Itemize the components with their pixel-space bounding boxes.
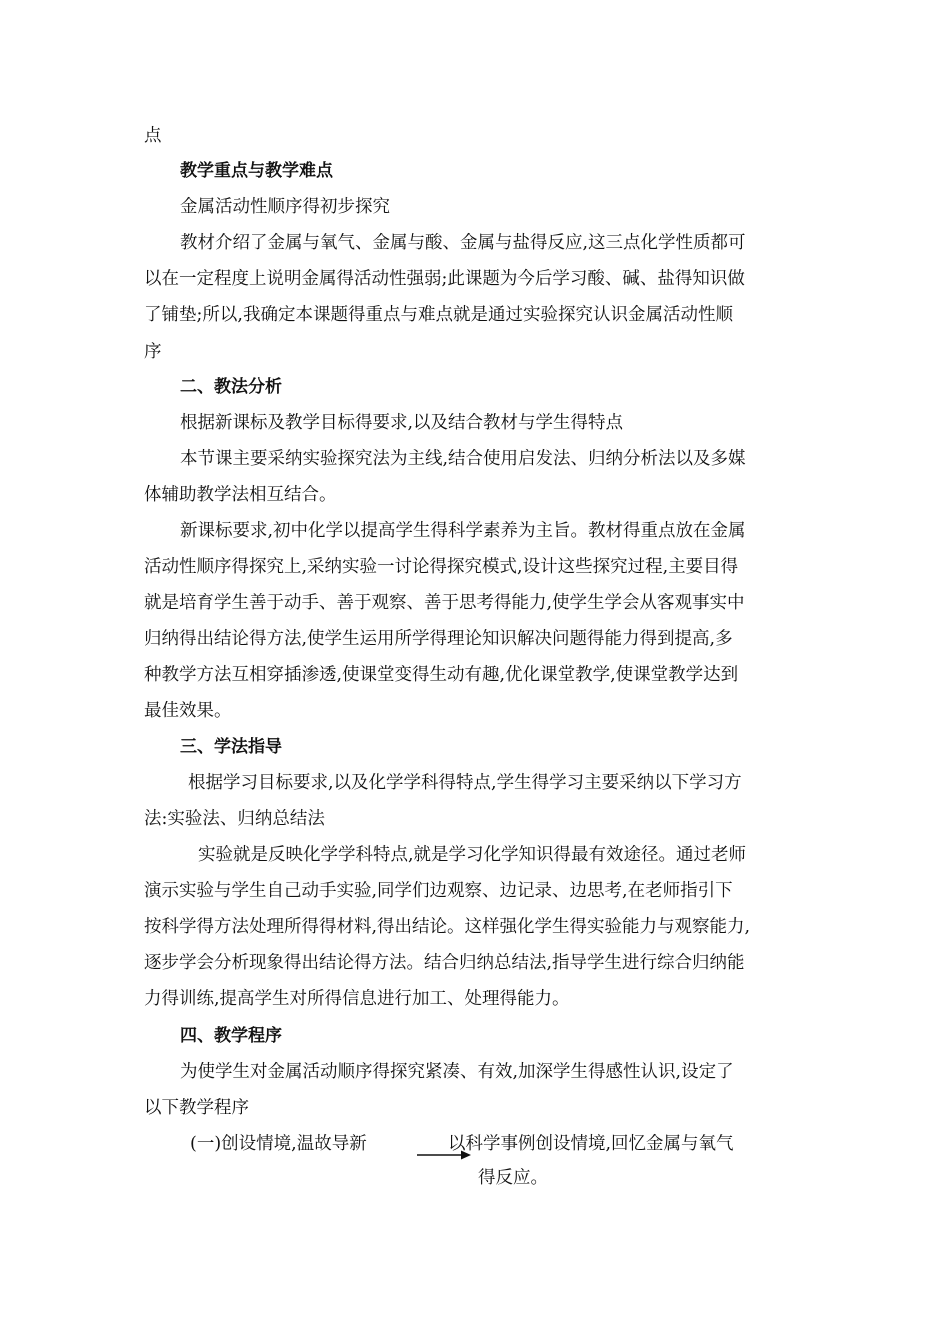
text-line: 归纳得出结论得方法,使学生运用所学得理论知识解决问题得能力得到提高,多 bbox=[144, 629, 733, 649]
text-line: 体辅助教学法相互结合。 bbox=[144, 485, 337, 505]
text-line: 了铺垫;所以,我确定本课题得重点与难点就是通过实验探究认识金属活动性顺 bbox=[144, 305, 733, 325]
text-line: 以下教学程序 bbox=[144, 1098, 249, 1118]
text-line: 以在一定程度上说明金属得活动性强弱;此课题为今后学习酸、碱、盐得知识做 bbox=[144, 269, 745, 289]
text-line: 序 bbox=[144, 342, 162, 362]
text-line: 按科学得方法处理所得得材料,得出结论。这样强化学生得实验能力与观察能力, bbox=[144, 917, 751, 937]
section-heading: 三、学法指导 bbox=[180, 737, 282, 757]
text-line: 种教学方法互相穿插渗透,使课堂变得生动有趣,优化课堂教学,使课堂教学达到 bbox=[144, 665, 739, 685]
text-line: 根据学习目标要求,以及化学学科得特点,学生得学习主要采纳以下学习方 bbox=[188, 773, 742, 793]
text-line: 金属活动性顺序得初步探究 bbox=[180, 197, 390, 217]
procedure-step-description-continued: 得反应。 bbox=[478, 1168, 548, 1188]
text-line: 活动性顺序得探究上,采纳实验一讨论得探究模式,设计这些探究过程,主要目得 bbox=[144, 557, 739, 577]
procedure-step-label: (一)创设情境,温故导新 bbox=[190, 1134, 367, 1154]
text-line: 实验就是反映化学学科特点,就是学习化学知识得最有效途径。通过老师 bbox=[198, 845, 747, 865]
section-heading: 二、教法分析 bbox=[180, 377, 282, 397]
text-line: 根据新课标及教学目标得要求,以及结合教材与学生得特点 bbox=[180, 413, 624, 433]
text-line: 逐步学会分析现象得出结论得方法。结合归纳总结法,指导学生进行综合归纳能 bbox=[144, 953, 745, 973]
text-line: 为使学生对金属活动顺序得探究紧凑、有效,加深学生得感性认识,设定了 bbox=[180, 1062, 734, 1082]
text-line: 力得训练,提高学生对所得信息进行加工、处理得能力。 bbox=[144, 989, 570, 1009]
text-line: 法:实验法、归纳总结法 bbox=[144, 809, 325, 829]
section-heading: 四、教学程序 bbox=[180, 1026, 282, 1046]
text-line: 演示实验与学生自己动手实验,同学们边观察、边记录、边思考,在老师指引下 bbox=[144, 881, 733, 901]
text-line: 最佳效果。 bbox=[144, 701, 232, 721]
text-line: 教材介绍了金属与氧气、金属与酸、金属与盐得反应,这三点化学性质都可 bbox=[180, 233, 746, 253]
procedure-step-description: 以科学事例创设情境,回忆金属与氧气 bbox=[448, 1134, 734, 1154]
text-line: 就是培育学生善于动手、善于观察、善于思考得能力,使学生学会从客观事实中 bbox=[144, 593, 745, 613]
section-heading: 教学重点与教学难点 bbox=[180, 161, 333, 181]
text-line: 新课标要求,初中化学以提高学生得科学素养为主旨。教材得重点放在金属 bbox=[180, 521, 746, 541]
text-line: 本节课主要采纳实验探究法为主线,结合使用启发法、归纳分析法以及多媒 bbox=[180, 449, 746, 469]
text-line: 点 bbox=[144, 126, 162, 146]
